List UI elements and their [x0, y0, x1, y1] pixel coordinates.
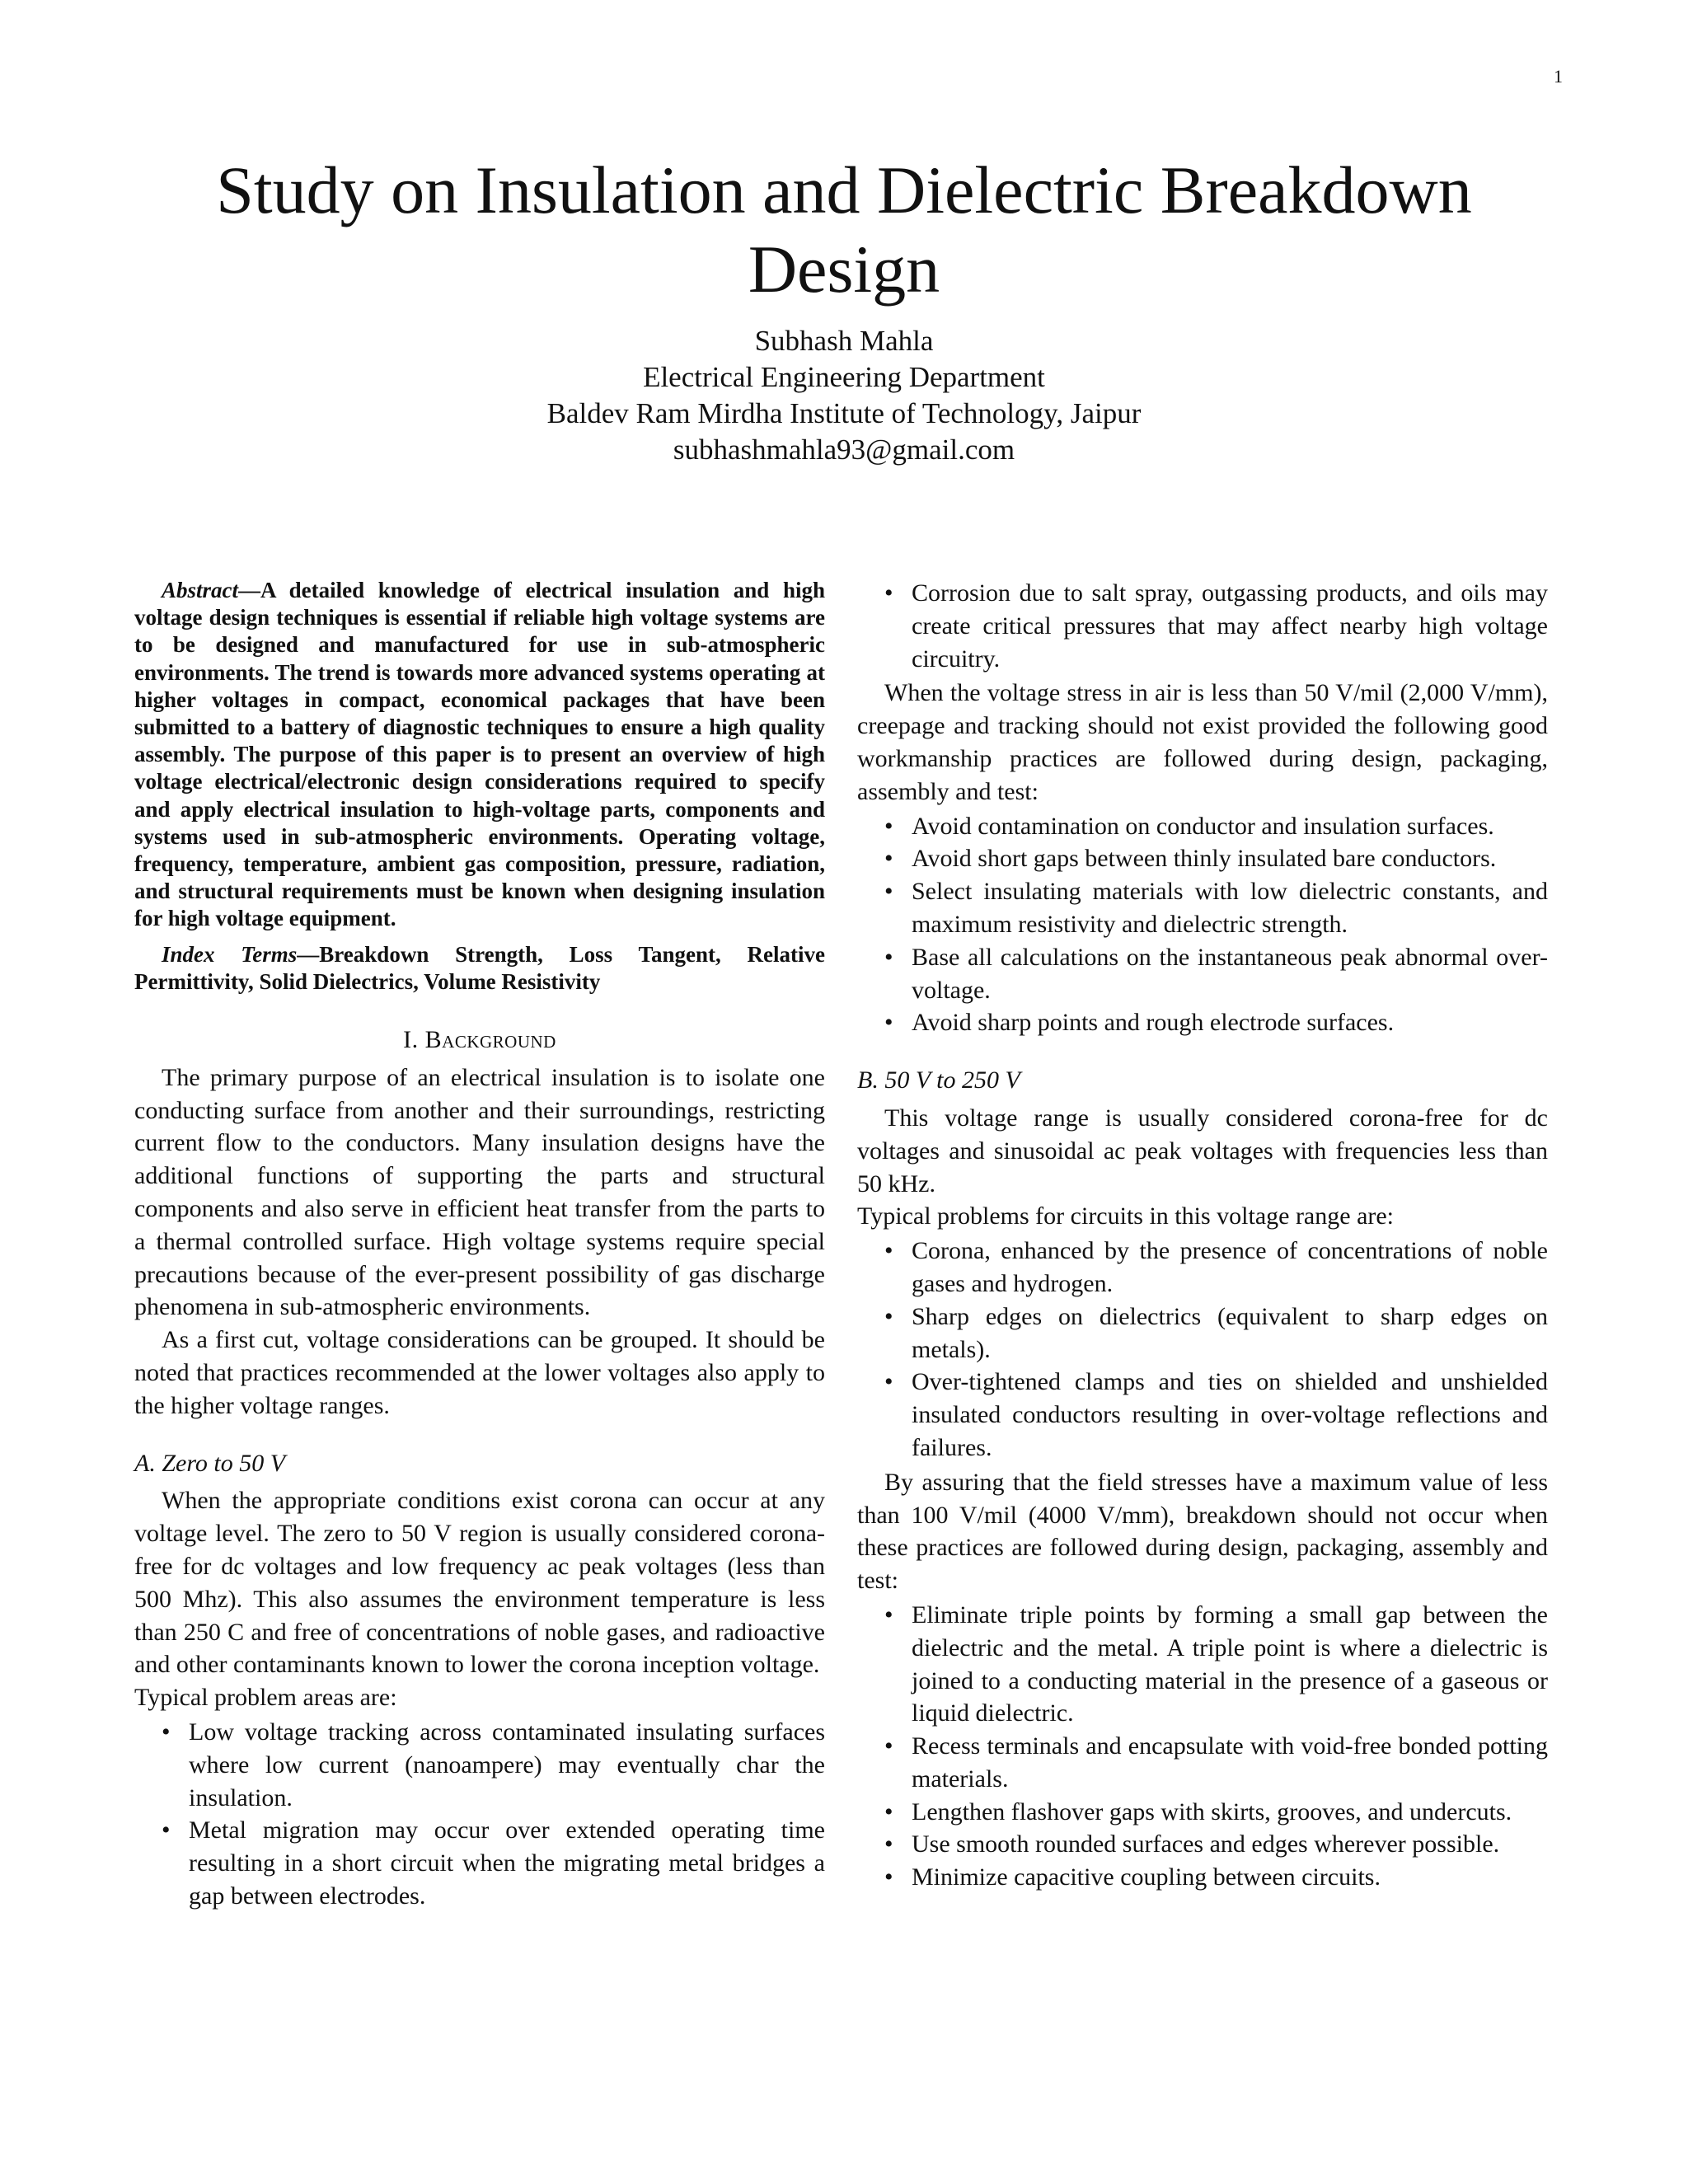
subsection-a-problems-list-cont — [857, 577, 1548, 675]
list-item: • Lengthen flashover gaps with skirts, grooves, and undercuts. — [912, 1796, 1548, 1829]
list-item: • Sharp edges on dielectrics (equivalent to sharp edges on metals). — [912, 1301, 1548, 1366]
list-item: • Avoid short gaps between thinly insulated bare conductors. — [912, 842, 1548, 875]
list-item: • Minimize capacitive coupling between circuits. — [912, 1861, 1548, 1894]
author-name: Subhash Mahla — [754, 325, 934, 357]
list-item: • Eliminate triple points by forming a small gap between the dielectric and the metal. A triple point is where a dielectric is joined to a conducting material in the presence of a gaseous or liquid dielectric. — [912, 1599, 1548, 1730]
background-paragraph: As a first cut, voltage considerations can be grouped. It should be noted that practices recommended at the lower voltages also apply to the higher voltage ranges. — [134, 1326, 825, 1419]
list-item: • Avoid contamination on conductor and insulation surfaces. — [912, 810, 1548, 843]
background-paragraph: The primary purpose of an electrical insulation is to isolate one conducting surface from another and their surroundings, restricting current flow to the conductors. Many insulation designs have the additional functions of supporting the parts and structural components and also serve in efficient heat transfer from the parts to a thermal controlled surface. High voltage systems require special precautions because of the ever-present possibility of gas discharge phenomena in sub-atmospheric environments. — [134, 1063, 825, 1321]
list-item: • Avoid sharp points and rough electrode surfaces. — [912, 1006, 1548, 1039]
subsection-b-practices-intro: By assuring that the field stresses have a maximum value of less than 100 V/mil (4000 V/mm), breakdown should not occur when these practices are followed during design, packaging, assembly and test: — [857, 1468, 1548, 1595]
subsection-a-practices-intro: When the voltage stress in air is less than 50 V/mil (2,000 V/mm), creepage and tracking should not exist provided the following good workmanship practices are followed during design, packaging, assembly and test: — [857, 679, 1548, 805]
subsection-b-practices-list — [857, 1599, 1548, 1894]
page-number: 1 — [1554, 66, 1563, 87]
subsection-b-paragraph: This voltage range is usually considered corona-free for dc voltages and sinusoidal ac peak voltages with frequencies less than 50 kHz. — [857, 1104, 1548, 1197]
author-department: Electrical Engineering Department — [643, 361, 1045, 393]
list-item: • Over-tightened clamps and ties on shielded and unshielded insulated conductors resulting in over-voltage reflections and failures. — [912, 1366, 1548, 1464]
section-title: Background — [424, 1026, 556, 1054]
right-column — [857, 577, 1548, 1896]
list-item: • Metal migration may occur over extended operating time resulting in a short circuit when the migrating metal bridges a gap between electrodes. — [189, 1814, 825, 1912]
author-block — [132, 323, 1556, 468]
author-email: subhashmahla93@gmail.com — [673, 434, 1015, 466]
list-item: • Base all calculations on the instantaneous peak abnormal over-voltage. — [912, 941, 1548, 1007]
subsection-a-paragraph: When the appropriate conditions exist corona can occur at any voltage level. The zero to 50 V region is usually considered corona-free for dc voltages and low frequency ac peak voltages (less than 500 Mhz). This also assumes the environment temperature is less than 250 C and free of concentrations of noble gases, and radioactive and other contaminants known to lower the corona inception voltage. — [134, 1487, 825, 1679]
subsection-a-problems-intro: Typical problem areas are: — [134, 1684, 397, 1712]
list-item: • Corrosion due to salt spray, outgassing products, and oils may create critical pressures that may affect nearby high voltage circuitry. — [912, 577, 1548, 675]
subsection-b-problems-intro: Typical problems for circuits in this voltage range are: — [857, 1202, 1395, 1230]
subsection-a-problems-list — [134, 1716, 825, 1913]
paper-title: Study on Insulation and Dielectric Breakdown Design — [216, 152, 1472, 307]
list-item: • Recess terminals and encapsulate with void-free bonded potting materials. — [912, 1730, 1548, 1796]
subsection-b-problems-list — [857, 1235, 1548, 1465]
subsection-a-practices-list — [857, 810, 1548, 1040]
list-item: • Low voltage tracking across contaminated insulating surfaces where low current (nanoampere) may eventually char the insulation. — [189, 1716, 825, 1814]
section-number: I. — [403, 1026, 419, 1054]
left-column — [134, 577, 825, 1915]
section-heading-background — [134, 1024, 825, 1057]
author-institution: Baldev Ram Mirdha Institute of Technology, Jaipur — [546, 397, 1142, 429]
list-item: • Select insulating materials with low dielectric constants, and maximum resistivity and dielectric strength. — [912, 875, 1548, 941]
subsection-heading-a: A. Zero to 50 V — [134, 1449, 286, 1477]
subsection-heading-b: B. 50 V to 250 V — [857, 1066, 1020, 1094]
index-terms-lead: Index Terms — [162, 941, 298, 967]
abstract-lead: Abstract — [162, 578, 239, 602]
index-terms-text: —Breakdown Strength, Loss Tangent, Relative Permittivity, Solid Dielectrics, Volume Resistivity — [134, 941, 825, 994]
list-item: • Use smooth rounded surfaces and edges wherever possible. — [912, 1828, 1548, 1861]
abstract-text: —A detailed knowledge of electrical insulation and high voltage design techniques is essential if reliable high voltage systems are to be designed and manufactured for use in sub-atmospheric environments. The trend is towards more advanced systems operating at higher voltages in compact, economical packages that have been submitted to a battery of diagnostic techniques to ensure a high quality assembly. The purpose of this paper is to present an overview of high voltage electrical/electronic design considerations required to specify and apply electrical insulation to high-voltage parts, components and systems used in sub-atmospheric environments. Operating voltage, frequency, temperature, ambient gas composition, pressure, radiation, and structural requirements must be known when designing insulation for high voltage equipment. — [134, 578, 825, 931]
abstract — [134, 577, 825, 933]
index-terms — [134, 941, 825, 996]
list-item: • Corona, enhanced by the presence of concentrations of noble gases and hydrogen. — [912, 1235, 1548, 1301]
